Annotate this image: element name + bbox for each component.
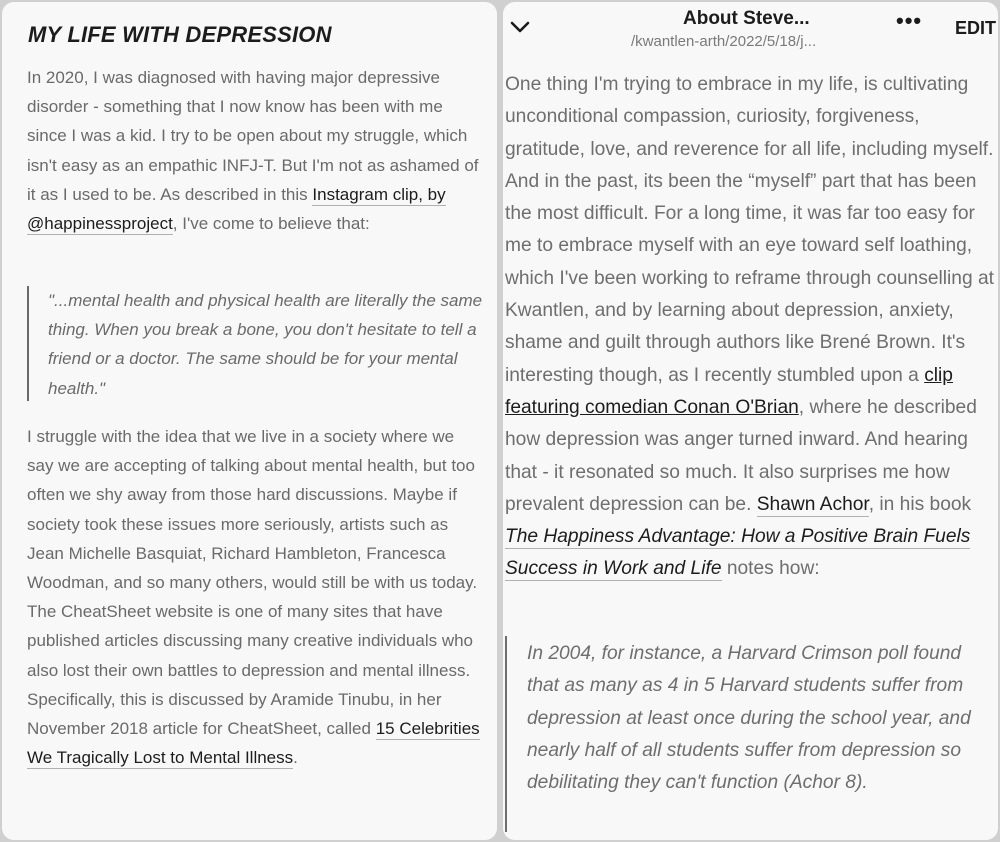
quote-text: In 2004, for instance, a Harvard Crimson poll found that as many as 4 in 5 Harvard students suffer from depression at least once during the school year, and nearly half of all students suffer from depression so debilitating they can't function (Achor 8).: [527, 643, 971, 794]
left-article-panel: [2, 2, 497, 840]
edit-button[interactable]: EDIT: [955, 18, 997, 38]
blockquote: [27, 286, 484, 401]
intro-paragraph: [27, 63, 482, 238]
compassion-text: One thing I'm trying to embrace in my life, is cultivating unconditional compassion, curiosity, forgiveness, gratitude, love, and reverence for all life, including myself. And in the past, its been the “myself” part that has been the most difficult. For a long time, it was far too easy for me to embrace myself with an eye toward self loathing, which I've been working to reframe through counselling at Kwantlen, and by learning about depression, anxiety, shame and guilt through authors like Brené Brown. It's interesting though, as I recently stumbled upon a: [505, 74, 994, 386]
browser-header: [503, 2, 998, 58]
book-title-link[interactable]: The Happiness Advantage: How a Positive Brain Fuels Success in Work and Life: [505, 526, 971, 580]
society-paragraph: [27, 422, 482, 772]
chevron-down-icon[interactable]: [509, 16, 531, 38]
more-options-icon[interactable]: •••: [896, 8, 923, 33]
intro-text: In 2020, I was diagnosed with having major depressive disorder - something that I now know has been with me since I was a kid. I try to be open about my struggle, which isn't easy as an empathic INFJ-T. But I'm not as ashamed of it as I used to be. As described in this: [27, 68, 479, 204]
instagram-clip-link[interactable]: Instagram clip, by @happinessproject: [27, 184, 446, 234]
compassion-paragraph: [505, 69, 994, 586]
blockquote: [505, 636, 998, 832]
depression-text: , where he described how depression was anger turned inward. And hearing that - it resonated so much. It also surprises me how prevalent depression can be.: [505, 396, 977, 515]
right-browser-panel: [503, 2, 998, 840]
shawn-achor-link[interactable]: Shawn Achor: [756, 493, 869, 515]
society-text: I struggle with the idea that we live in a society where we say we are accepting of talking about mental health, but too often we shy away from those hard discussions. Maybe if society took these issues more seriously, artists such as Jean Michelle Basquiat, Richard Hambleton, Francesca Woodman, and so many others, would still be with us today. The CheatSheet website is one of many sites that have published articles discussing many creative individuals who also lost their own battles to depression and mental illness. Specifically, this is discussed by Aramide Tinubu, in her November 2018 article for CheatSheet, called: [27, 427, 478, 739]
celebrities-article-link[interactable]: 15 Celebrities We Tragically Lost to Mental Illness: [27, 719, 480, 768]
page-title: About Steve...: [683, 8, 810, 29]
page-url[interactable]: /kwantlen-arth/2022/5/18/j...: [631, 33, 817, 50]
book-intro-text: , in his book: [868, 493, 972, 515]
society-text-end: .: [293, 748, 298, 768]
article-title: MY LIFE WITH DEPRESSION: [28, 22, 332, 47]
intro-text-end: , I've come to believe that:: [172, 214, 370, 234]
conan-clip-link[interactable]: clip featuring comedian Conan O'Brian: [505, 364, 953, 418]
notes-how-text: notes how:: [721, 558, 820, 580]
quote-text: "...mental health and physical health are literally the same thing. When you break a bone, you don't hesitate to tell a friend or a doctor. The same should be for your mental health.": [48, 291, 483, 398]
